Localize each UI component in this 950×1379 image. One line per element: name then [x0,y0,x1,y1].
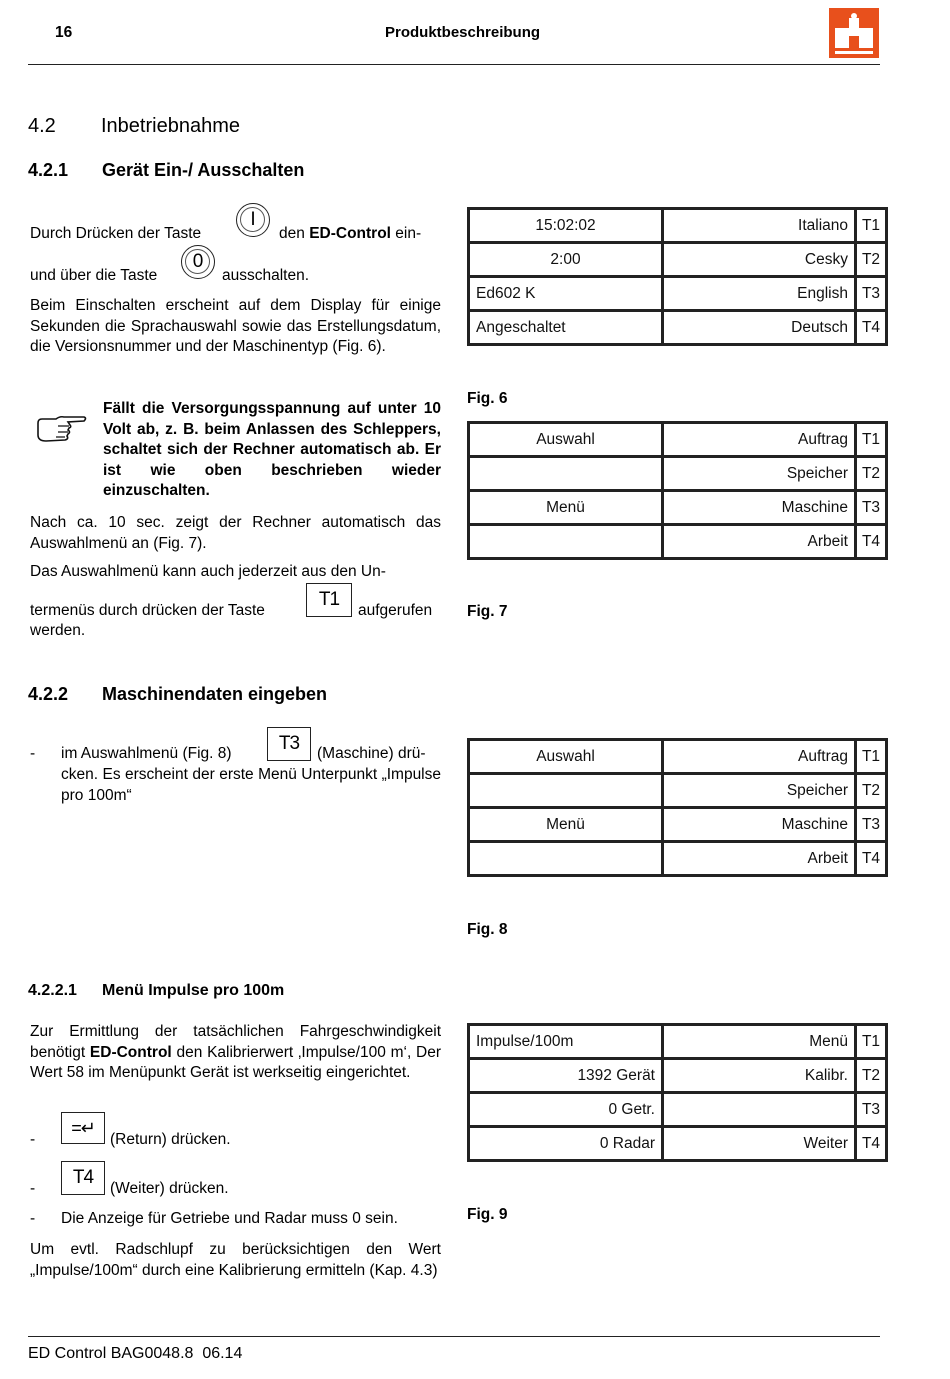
display-cell: 0 Getr. [469,1093,663,1127]
t4-key-icon: T4 [61,1161,105,1195]
header-title: Produktbeschreibung [385,24,541,41]
display-row [469,243,887,277]
on-key-icon: I [236,203,270,237]
display-cell: Speicher [663,774,856,808]
display-row [469,1059,887,1093]
paragraph-calibration: Zur Ermittlung der tatsächlichen Fahrgeschwindigkeit benötigt ED-Control den Kalibrierwert ‚Impulse/100 m‘, Der Wert 58 im Menüpunkt Gerät ist werkseitig eingerichtet. [30,1023,441,1081]
display-row [469,491,887,525]
key-label: T3 [856,808,887,842]
list-item-text: (Return) drücken. [110,1131,231,1148]
display-cell: English [663,277,856,311]
display-cell: Italiano [663,209,856,243]
amazone-logo [829,8,879,58]
display-row [469,277,887,311]
display-cell [663,1093,856,1127]
display-cell: Auswahl [469,423,663,457]
figure-caption: Fig. 7 [467,603,508,620]
display-fig7 [467,421,888,560]
product-name: ED-Control [309,225,391,242]
display-row [469,457,887,491]
subsection-title: Gerät Ein-/ Ausschalten [102,160,305,180]
subsubsection-number: 4.2.2.1 [28,982,77,999]
list-bullet: - [30,1210,36,1227]
header-rule [28,64,880,65]
key-label: T4 [856,842,887,876]
key-label: T2 [856,1059,887,1093]
display-cell: Kalibr. [663,1059,856,1093]
display-row [469,842,887,876]
list-item-text: (Maschine) drü- [317,745,426,762]
display-fig6 [467,207,888,346]
t1-key-icon: T1 [306,583,352,617]
display-cell: Cesky [663,243,856,277]
section-title: Inbetriebnahme [101,115,240,137]
key-label: T2 [856,774,887,808]
paragraph-off-cont: ausschalten. [222,267,310,284]
display-cell: Impulse/100m [469,1025,663,1059]
paragraph-menu-anytime-3: aufgerufen [358,602,433,619]
display-cell: Arbeit [663,525,856,559]
display-row [469,209,887,243]
display-cell: 2:00 [469,243,663,277]
subsection-number: 4.2.1 [28,160,69,180]
list-bullet: - [30,1131,36,1148]
key-label: T4 [856,311,887,345]
paragraph-display-info: Beim Einschalten erscheint auf dem Display für einige Sekunden die Sprachauswahl sowie das Erstellungsdatum, die Versionsnummer und der Maschinentyp (Fig. 6). [30,297,441,355]
list-item-text: (Weiter) drücken. [110,1180,229,1197]
list-bullet: - [30,1180,36,1197]
list-item-text: Die Anzeige für Getriebe und Radar muss 0 sein. [61,1210,398,1227]
display-row [469,1127,887,1161]
key-label: T1 [856,740,887,774]
page-number: 16 [55,24,73,41]
display-cell: Menü [469,808,663,842]
display-cell: Angeschaltet [469,311,663,345]
display-cell [469,525,663,559]
key-label: T3 [856,1093,887,1127]
display-cell [469,457,663,491]
subsection-title: Maschinendaten eingeben [102,684,328,704]
note-voltage: Fällt die Versorgungsspannung auf unter 10 Volt ab, z. B. beim Anlassen des Schleppers, schaltet sich der Rechner automatisch ab. Er ist wie oben beschrieben wieder einzuschalten. [103,400,441,499]
key-label: T1 [856,423,887,457]
display-cell: Auswahl [469,740,663,774]
display-cell [469,774,663,808]
figure-caption: Fig. 6 [467,390,508,407]
display-cell: 1392 Gerät [469,1059,663,1093]
paragraph-on-cont: den ED-Control ein- [279,225,422,242]
paragraph-off: und über die Taste [30,267,158,284]
display-cell: Ed602 K [469,277,663,311]
display-row [469,740,887,774]
key-label: T4 [856,1127,887,1161]
paragraph-auto-menu: Nach ca. 10 sec. zeigt der Rechner automatisch das Auswahlmenü an (Fig. 7). [30,514,441,552]
list-bullet: - [30,745,36,762]
display-row [469,774,887,808]
key-label: T4 [856,525,887,559]
paragraph-menu-anytime-2: termenüs durch drücken der Taste [30,602,265,619]
section-number: 4.2 [28,115,56,137]
t3-key-icon: T3 [267,727,311,761]
display-cell: Menü [469,491,663,525]
display-cell: Auftrag [663,740,856,774]
key-label: T1 [856,1025,887,1059]
display-cell: Maschine [663,491,856,525]
paragraph-slip: Um evtl. Radschlupf zu berücksichtigen den Wert „Impulse/100m“ durch eine Kalibrierung ermitteln (Kap. 4.3) [30,1241,441,1279]
display-row [469,808,887,842]
list-item-text: im Auswahlmenü (Fig. 8) [61,745,232,762]
key-label: T2 [856,457,887,491]
display-row [469,525,887,559]
return-key-icon: =↵ [61,1112,105,1144]
display-cell: Arbeit [663,842,856,876]
display-cell: Menü [663,1025,856,1059]
key-label: T3 [856,491,887,525]
display-cell: Maschine [663,808,856,842]
footer-rule [28,1336,880,1337]
display-cell: Speicher [663,457,856,491]
display-row [469,1025,887,1059]
paragraph-menu-anytime-1: Das Auswahlmenü kann auch jederzeit aus den Un- [30,563,386,580]
list-item-text: cken. Es erscheint der erste Menü Unterpunkt „Impulse pro 100m“ [61,766,441,804]
display-row [469,1093,887,1127]
display-cell: 0 Radar [469,1127,663,1161]
display-cell: Auftrag [663,423,856,457]
display-cell: 15:02:02 [469,209,663,243]
display-fig9 [467,1023,888,1162]
figure-caption: Fig. 9 [467,1206,508,1223]
subsubsection-title: Menü Impulse pro 100m [102,982,285,999]
display-row [469,311,887,345]
paragraph-menu-anytime-4: werden. [30,622,86,639]
display-cell: Deutsch [663,311,856,345]
product-name: ED-Control [89,1043,172,1061]
key-label: T1 [856,209,887,243]
display-fig8 [467,738,888,877]
display-row [469,423,887,457]
key-label: T2 [856,243,887,277]
pointing-hand-icon [36,413,88,450]
logo-icon [829,8,879,58]
display-cell: Weiter [663,1127,856,1161]
off-key-icon: 0 [181,245,215,279]
text: Durch Drücken der Taste [30,225,202,242]
footer-text: ED Control BAG0048.8 06.14 [28,1345,243,1362]
key-label: T3 [856,277,887,311]
display-cell [469,842,663,876]
figure-caption: Fig. 8 [467,921,508,938]
subsection-number: 4.2.2 [28,684,69,704]
